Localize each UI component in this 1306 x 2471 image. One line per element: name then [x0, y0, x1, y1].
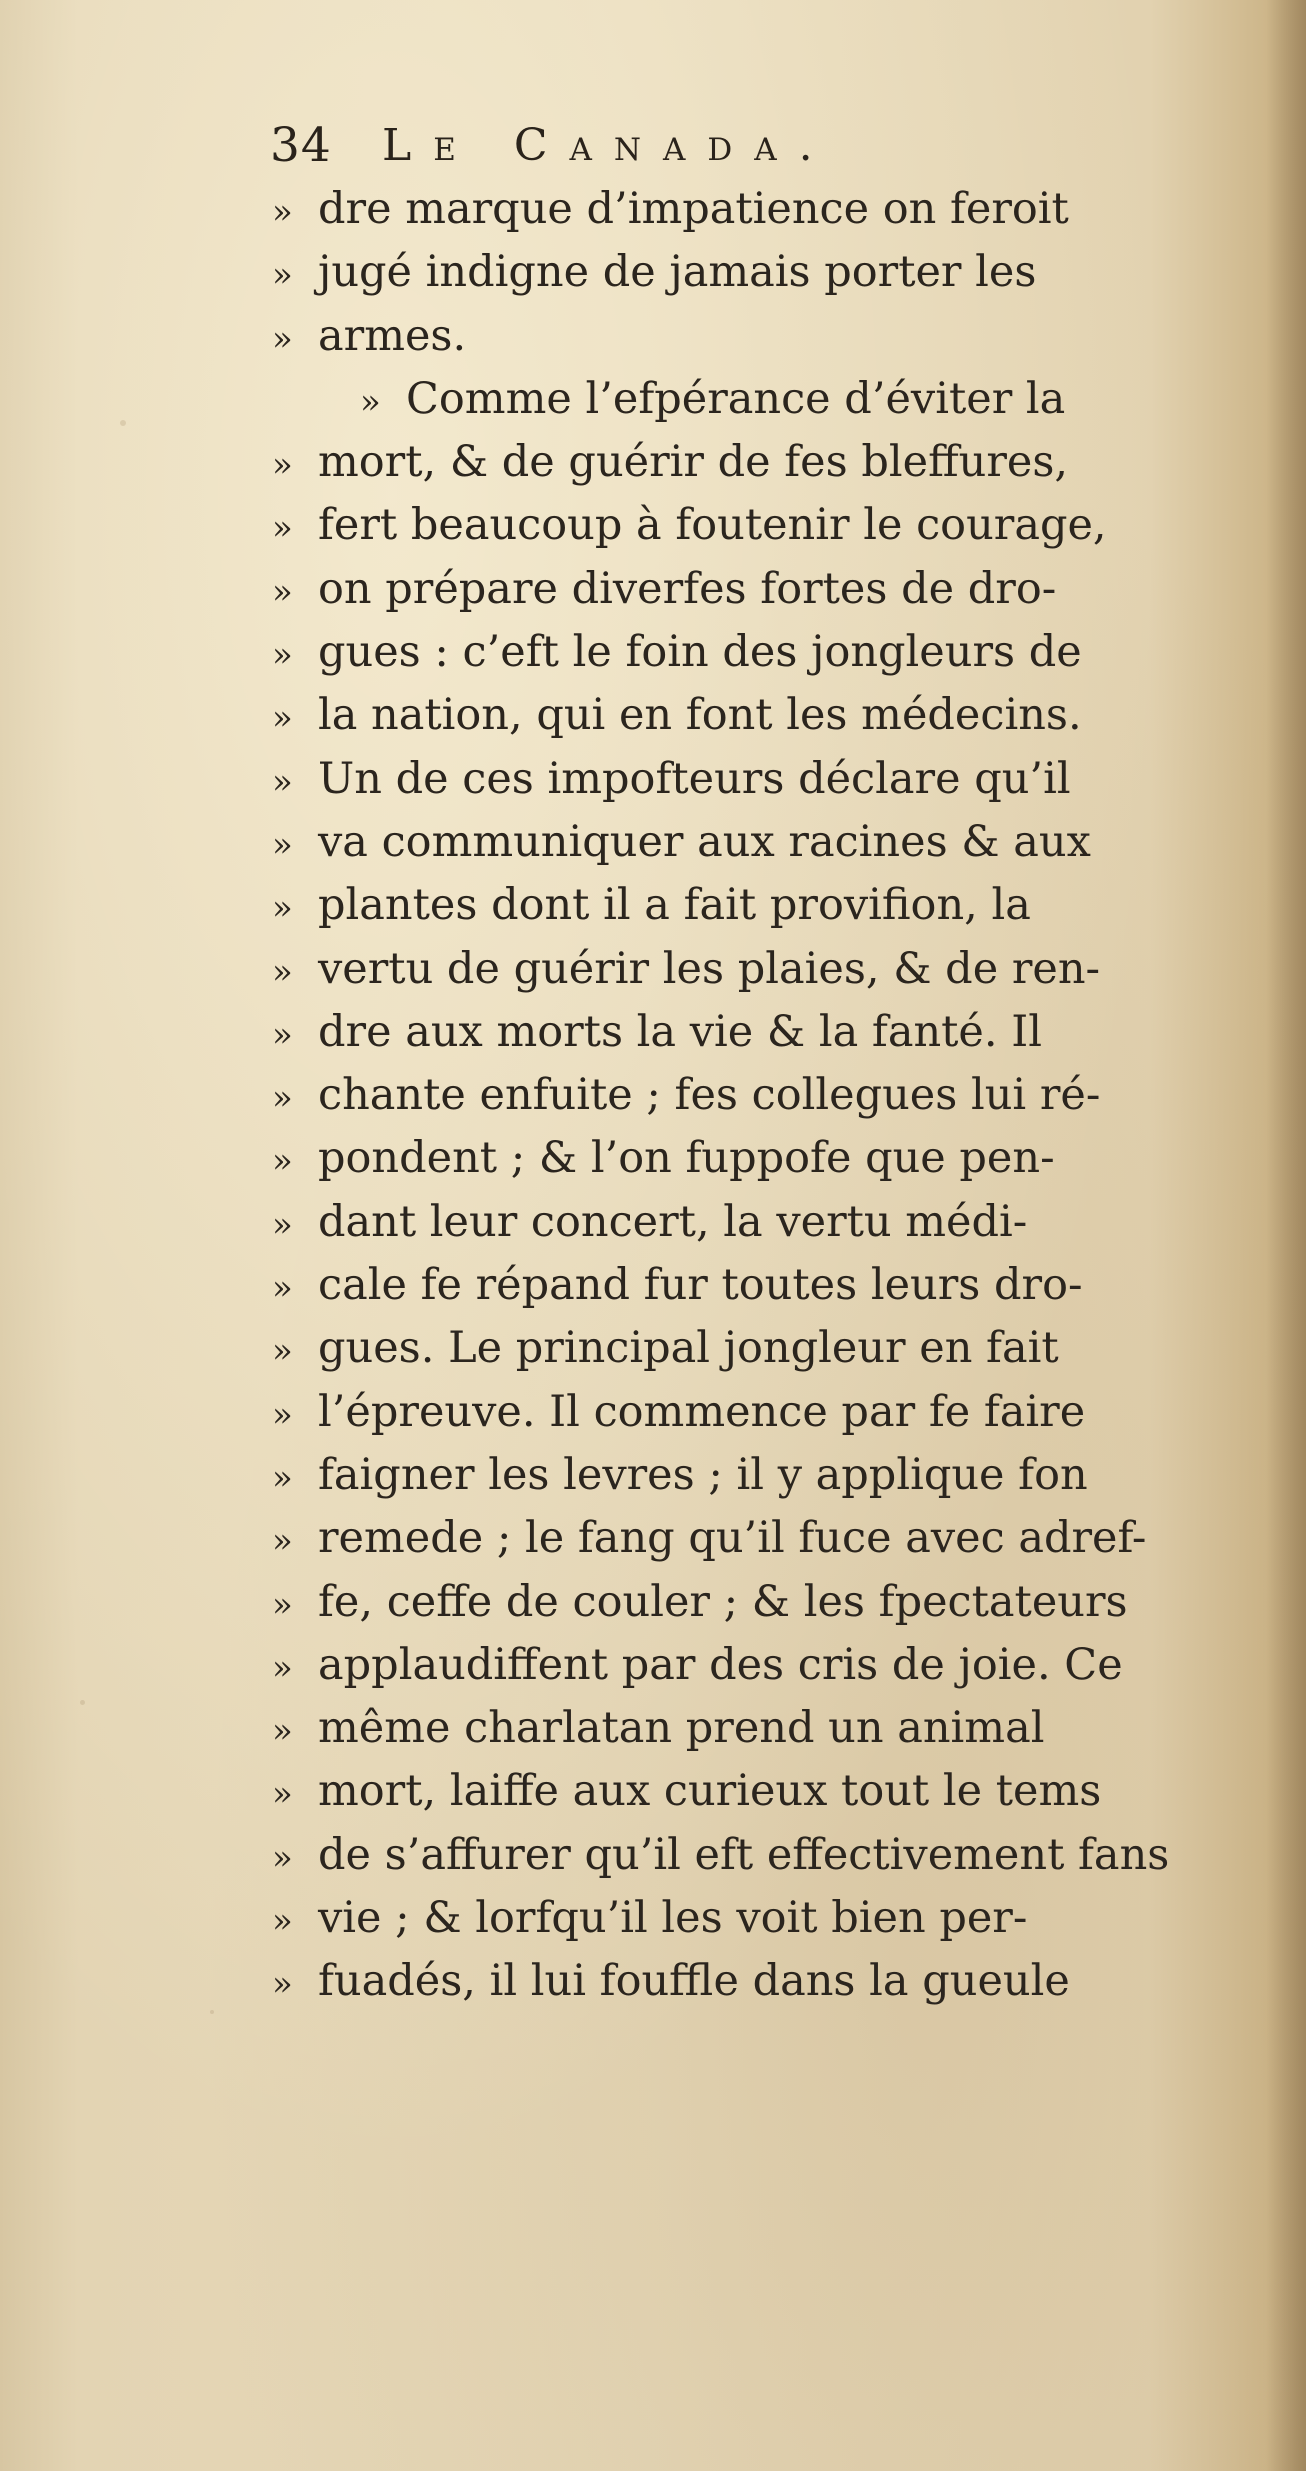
line-text: chante enfuite ; fes collegues lui ré- — [318, 1070, 1101, 1121]
quotation-mark-icon: » — [272, 1711, 293, 1752]
text-line — [272, 1317, 1262, 1380]
quotation-mark-icon: » — [272, 761, 293, 802]
quotation-mark-icon: » — [272, 1394, 293, 1435]
page-number: 34 — [270, 118, 332, 173]
quotation-mark-icon: » — [272, 1964, 293, 2005]
quotation-mark-icon: » — [272, 635, 293, 676]
text-line — [272, 1634, 1262, 1697]
line-text: applaudiffent par des cris de joie. Ce — [318, 1639, 1123, 1690]
quotation-mark-icon: » — [272, 571, 293, 612]
line-text: l’épreuve. Il commence par fe faire — [318, 1386, 1086, 1437]
text-line — [272, 1824, 1262, 1887]
quotation-mark-icon: » — [272, 1204, 293, 1245]
line-text: de s’affurer qu’il eft effectivement fans — [318, 1829, 1170, 1880]
text-line — [272, 494, 1262, 557]
running-head: Le Canada. — [382, 120, 835, 171]
text-line — [272, 1001, 1262, 1064]
line-text: armes. — [318, 310, 467, 361]
line-text: va communiquer aux racines & aux — [318, 816, 1091, 867]
line-text: jugé indigne de jamais porter les — [318, 247, 1037, 298]
text-line — [272, 241, 1262, 304]
line-text: dre marque d’impatience on feroit — [318, 184, 1069, 234]
line-text: fuadés, il lui fouffle dans la gueule — [318, 1956, 1070, 2007]
line-text: Un de ces impofteurs déclare qu’il — [318, 753, 1071, 804]
quotation-mark-icon: » — [272, 1078, 293, 1119]
text-line — [272, 305, 1262, 368]
line-text: dant leur concert, la vertu médi- — [318, 1196, 1028, 1247]
text-line — [272, 1127, 1262, 1190]
text-line — [272, 684, 1262, 747]
text-line — [272, 748, 1262, 811]
text-line — [272, 1760, 1262, 1823]
quotation-mark-icon: » — [272, 1521, 293, 1562]
paper-speck — [120, 420, 126, 426]
text-line — [272, 431, 1262, 494]
quotation-mark-icon: » — [360, 381, 381, 422]
text-line — [272, 1064, 1262, 1127]
line-text: on prépare diverfes fortes de dro- — [318, 563, 1057, 614]
quotation-mark-icon: » — [272, 1584, 293, 1625]
line-text: gues : c’eft le foin des jongleurs de — [318, 627, 1082, 678]
quotation-mark-icon: » — [272, 888, 293, 929]
quotation-mark-icon: » — [272, 1268, 293, 1309]
quotation-mark-icon: » — [272, 698, 293, 739]
line-text: mort, & de guérir de fes bleffures, — [318, 437, 1069, 488]
text-line — [272, 621, 1262, 684]
text-line — [272, 1254, 1262, 1317]
line-text: fe, ceffe de couler ; & les fpectateurs — [318, 1576, 1128, 1627]
quotation-mark-icon: » — [272, 1457, 293, 1498]
text-line — [272, 938, 1262, 1001]
quotation-mark-icon: » — [272, 508, 293, 549]
text-line — [272, 1444, 1262, 1507]
text-line — [272, 1381, 1262, 1444]
paper-speck — [210, 2010, 214, 2014]
text-line — [272, 811, 1262, 874]
line-text: dre aux morts la vie & la fanté. Il — [318, 1006, 1042, 1057]
line-text: mort, laiffe aux curieux tout le tems — [318, 1766, 1102, 1817]
line-text: Comme l’efpérance d’éviter la — [406, 373, 1066, 424]
text-line — [272, 178, 1262, 241]
text-line — [272, 1697, 1262, 1760]
line-text: cale fe répand fur toutes leurs dro- — [318, 1260, 1083, 1311]
quotation-mark-icon: » — [272, 1331, 293, 1372]
line-text: plantes dont il a fait provifion, la — [318, 880, 1031, 931]
text-line — [272, 1507, 1262, 1570]
line-text: gues. Le principal jongleur en fait — [318, 1323, 1059, 1374]
text-line — [272, 1191, 1262, 1254]
line-text: la nation, qui en font les médecins. — [318, 690, 1082, 741]
quotation-mark-icon: » — [272, 255, 293, 296]
text-line — [272, 558, 1262, 621]
line-text: remede ; le fang qu’il fuce avec adref- — [318, 1513, 1147, 1564]
quotation-mark-icon: » — [272, 1901, 293, 1942]
quotation-mark-icon: » — [272, 1774, 293, 1815]
quotation-mark-icon: » — [272, 1647, 293, 1688]
text-line — [272, 368, 1262, 431]
page-edge-shadow — [1266, 0, 1306, 2471]
text-line — [272, 1571, 1262, 1634]
text-line — [272, 1887, 1262, 1950]
line-text: pondent ; & l’on fuppofe que pen- — [318, 1133, 1055, 1184]
text-line — [272, 874, 1262, 937]
line-text: faigner les levres ; il y applique fon — [318, 1449, 1088, 1500]
quotation-mark-icon: » — [272, 318, 293, 359]
quotation-mark-icon: » — [272, 1141, 293, 1182]
line-text: fert beaucoup à foutenir le courage, — [318, 500, 1107, 551]
quotation-mark-icon: » — [272, 192, 293, 232]
quotation-mark-icon: » — [272, 951, 293, 992]
line-text: vertu de guérir les plaies, & de ren- — [318, 943, 1101, 994]
quotation-mark-icon: » — [272, 824, 293, 865]
quotation-mark-icon: » — [272, 1014, 293, 1055]
paper-speck — [80, 1700, 85, 1705]
text-line — [272, 1950, 1262, 2013]
quotation-mark-icon: » — [272, 445, 293, 486]
line-text: même charlatan prend un animal — [318, 1703, 1045, 1754]
body-text — [272, 178, 1262, 2014]
line-text: vie ; & lorfqu’il les voit bien per- — [318, 1893, 1028, 1944]
quotation-mark-icon: » — [272, 1837, 293, 1878]
